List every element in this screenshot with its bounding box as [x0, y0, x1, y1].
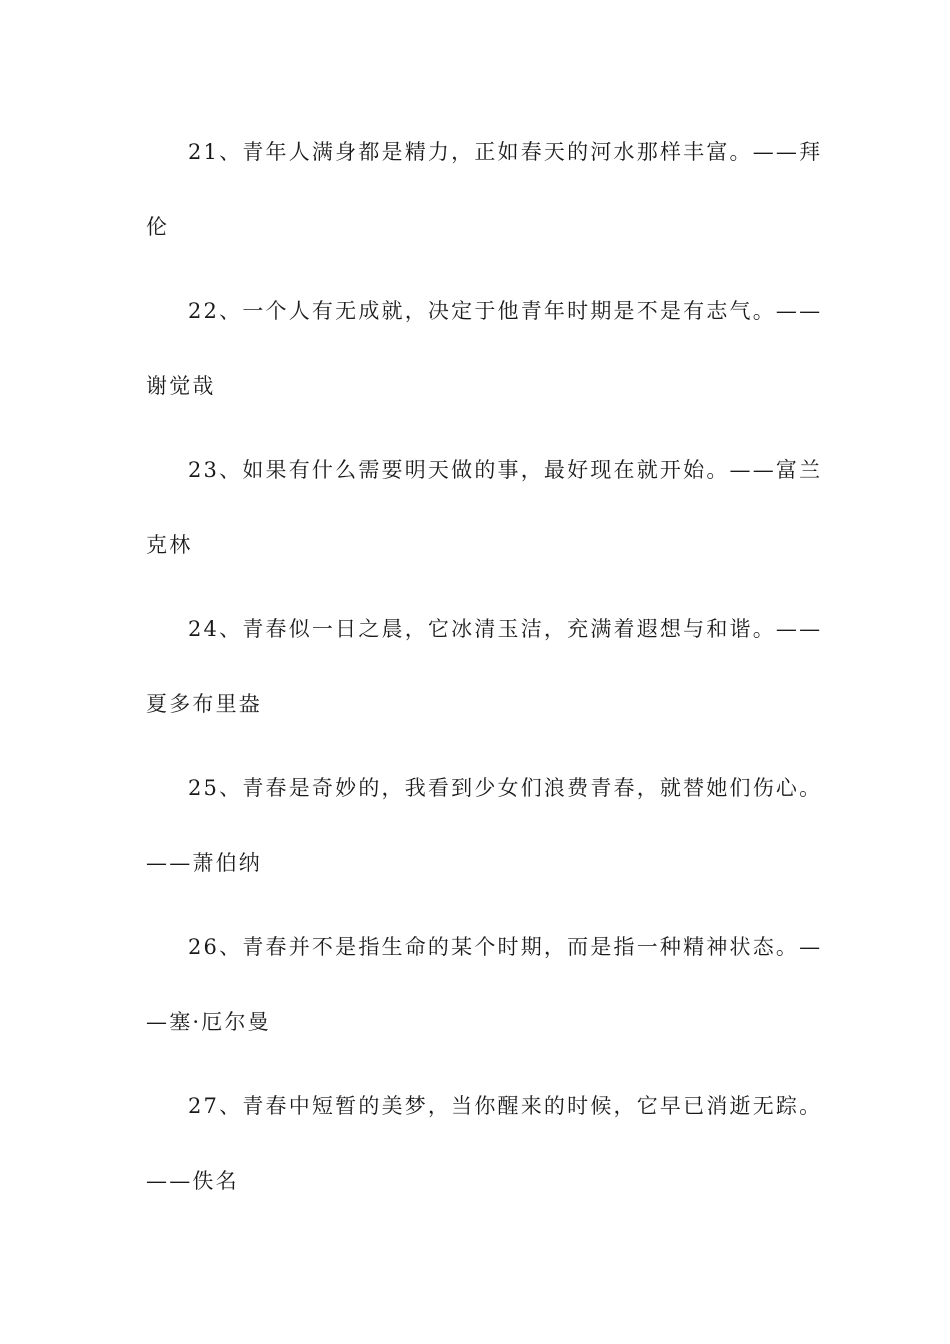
quote-21-attribution: 伦	[146, 215, 170, 239]
quote-23-attribution: 克林	[146, 533, 193, 557]
quote-24-text: 24、青春似一日之晨，它冰清玉洁，充满着遐想与和谐。——	[188, 617, 823, 641]
quote-25-attribution: ——萧伯纳	[146, 851, 262, 875]
quote-22-text: 22、一个人有无成就，决定于他青年时期是不是有志气。——	[188, 299, 823, 323]
quote-25-text: 25、青春是奇妙的，我看到少女们浪费青春，就替她们伤心。	[188, 776, 823, 800]
quote-23-text: 23、如果有什么需要明天做的事，最好现在就开始。——富兰	[188, 458, 823, 482]
quote-27-attribution: ——佚名	[146, 1169, 239, 1193]
quote-21-text: 21、青年人满身都是精力，正如春天的河水那样丰富。——拜	[188, 140, 823, 164]
quote-22-attribution: 谢觉哉	[146, 374, 216, 398]
quote-24-attribution: 夏多布里盎	[146, 692, 262, 716]
quote-26-text: 26、青春并不是指生命的某个时期，而是指一种精神状态。—	[188, 935, 823, 959]
quote-26-attribution: —塞·厄尔曼	[146, 1010, 271, 1034]
quote-27-text: 27、青春中短暂的美梦，当你醒来的时候，它早已消逝无踪。	[188, 1094, 823, 1118]
